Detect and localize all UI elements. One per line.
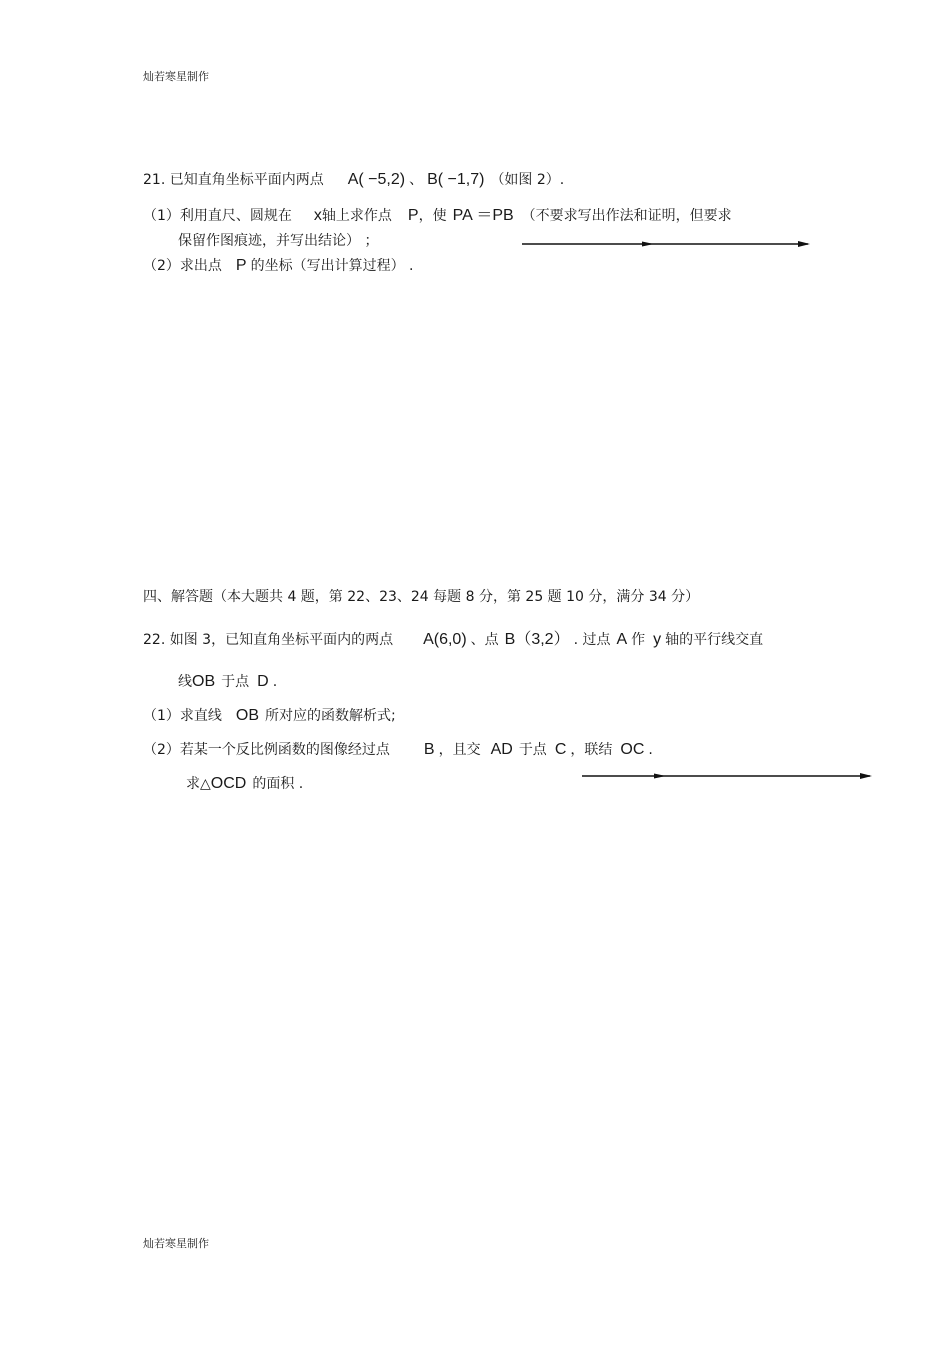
q22-stem-line2: [178, 673, 277, 691]
q21-part2-text-a: （2）求出点: [143, 258, 222, 274]
point-a-symbol: A: [616, 631, 628, 648]
q22-stem-text-b: 、点: [470, 632, 499, 648]
q22-part1: [143, 707, 396, 725]
q22-part2-text-a: （2）若某一个反比例函数的图像经过点: [143, 742, 390, 758]
q22-stem-text-e: 轴的平行线交直: [665, 632, 764, 648]
q22-stem: [143, 631, 763, 649]
q21-stem: [143, 171, 564, 189]
q22-part2-text-c: 于点: [518, 742, 547, 758]
q21-part1-text-d: （不要求写出作法和证明，但要求: [521, 208, 732, 224]
segment-ad-symbol: AD: [490, 741, 513, 758]
q21-part1-line2: 保留作图痕迹，并写出结论） ；: [178, 233, 379, 249]
q21-part2-text-b: 的坐标（写出计算过程） .: [250, 258, 414, 274]
x-axis-symbol: x: [313, 207, 322, 224]
point-b-label: B（3,2）: [504, 631, 570, 648]
q22-line2-text-c: .: [272, 674, 278, 690]
point-b-symbol: B: [423, 741, 435, 758]
q22-part2: [143, 741, 653, 759]
arrow-line-icon: [522, 238, 812, 250]
section-4-heading: 四、解答题（本大题共 4 题，第 22、23、24 每题 8 分，第 25 题 10 分，满分 34 分）: [143, 589, 700, 605]
point-a-label: A( −5,2): [347, 171, 406, 188]
point-p-symbol: P: [407, 207, 419, 224]
q22-part1-text-a: （1）求直线: [143, 708, 222, 724]
line-ob-symbol: OB: [192, 673, 216, 690]
pa-equals-pb: PA ＝PB: [452, 207, 514, 224]
q22-stem-text-c: . 过点: [573, 632, 611, 648]
q22-part3-text-b: 的面积 .: [252, 776, 304, 792]
q22-part2-text-b: ，且交: [438, 742, 481, 758]
q22-part2-text-d: ，联结: [570, 742, 613, 758]
point-a-label: A(6,0): [423, 631, 467, 648]
q22-stem-text-a: 22. 如图 3，已知直角坐标平面内的两点: [143, 632, 394, 648]
q22-part2-line2: [186, 775, 303, 793]
q22-part1-text-b: 所对应的函数解析式;: [265, 708, 396, 724]
q21-part1-text-c: ，使: [418, 208, 447, 224]
y-axis-symbol: y: [653, 631, 662, 648]
line-ob-symbol: OB: [235, 707, 260, 724]
point-d-symbol: D: [257, 673, 269, 690]
point-c-symbol: C: [554, 741, 567, 758]
q21-part1-text-b: 轴上求作点: [321, 208, 392, 224]
segment-oc-symbol: OC: [620, 741, 645, 758]
q21-part2: [143, 257, 414, 275]
triangle-ocd-symbol: OCD: [210, 775, 247, 792]
arrow-line-icon: [582, 770, 874, 782]
q22-line2-text-b: 于点: [221, 674, 250, 690]
q22-line2-text-a: 线: [178, 674, 192, 690]
figure-reference: （如图 2）.: [490, 172, 565, 188]
page-footer: 灿若寒星制作: [143, 1237, 209, 1250]
q22-part2-text-e: .: [648, 742, 653, 758]
q21-part1-text-a: （1）利用直尺、圆规在: [143, 208, 292, 224]
point-b-label: B( −1,7): [427, 171, 485, 188]
page-header: 灿若寒星制作: [143, 70, 209, 83]
q22-part3-text-a: 求△: [186, 776, 211, 792]
q22-stem-text-d: 作: [631, 632, 646, 648]
point-p-symbol: P: [235, 257, 247, 274]
q21-part1: [143, 207, 732, 225]
q21-separator: 、: [409, 172, 424, 188]
q21-stem-text: 21. 已知直角坐标平面内两点: [143, 172, 324, 188]
